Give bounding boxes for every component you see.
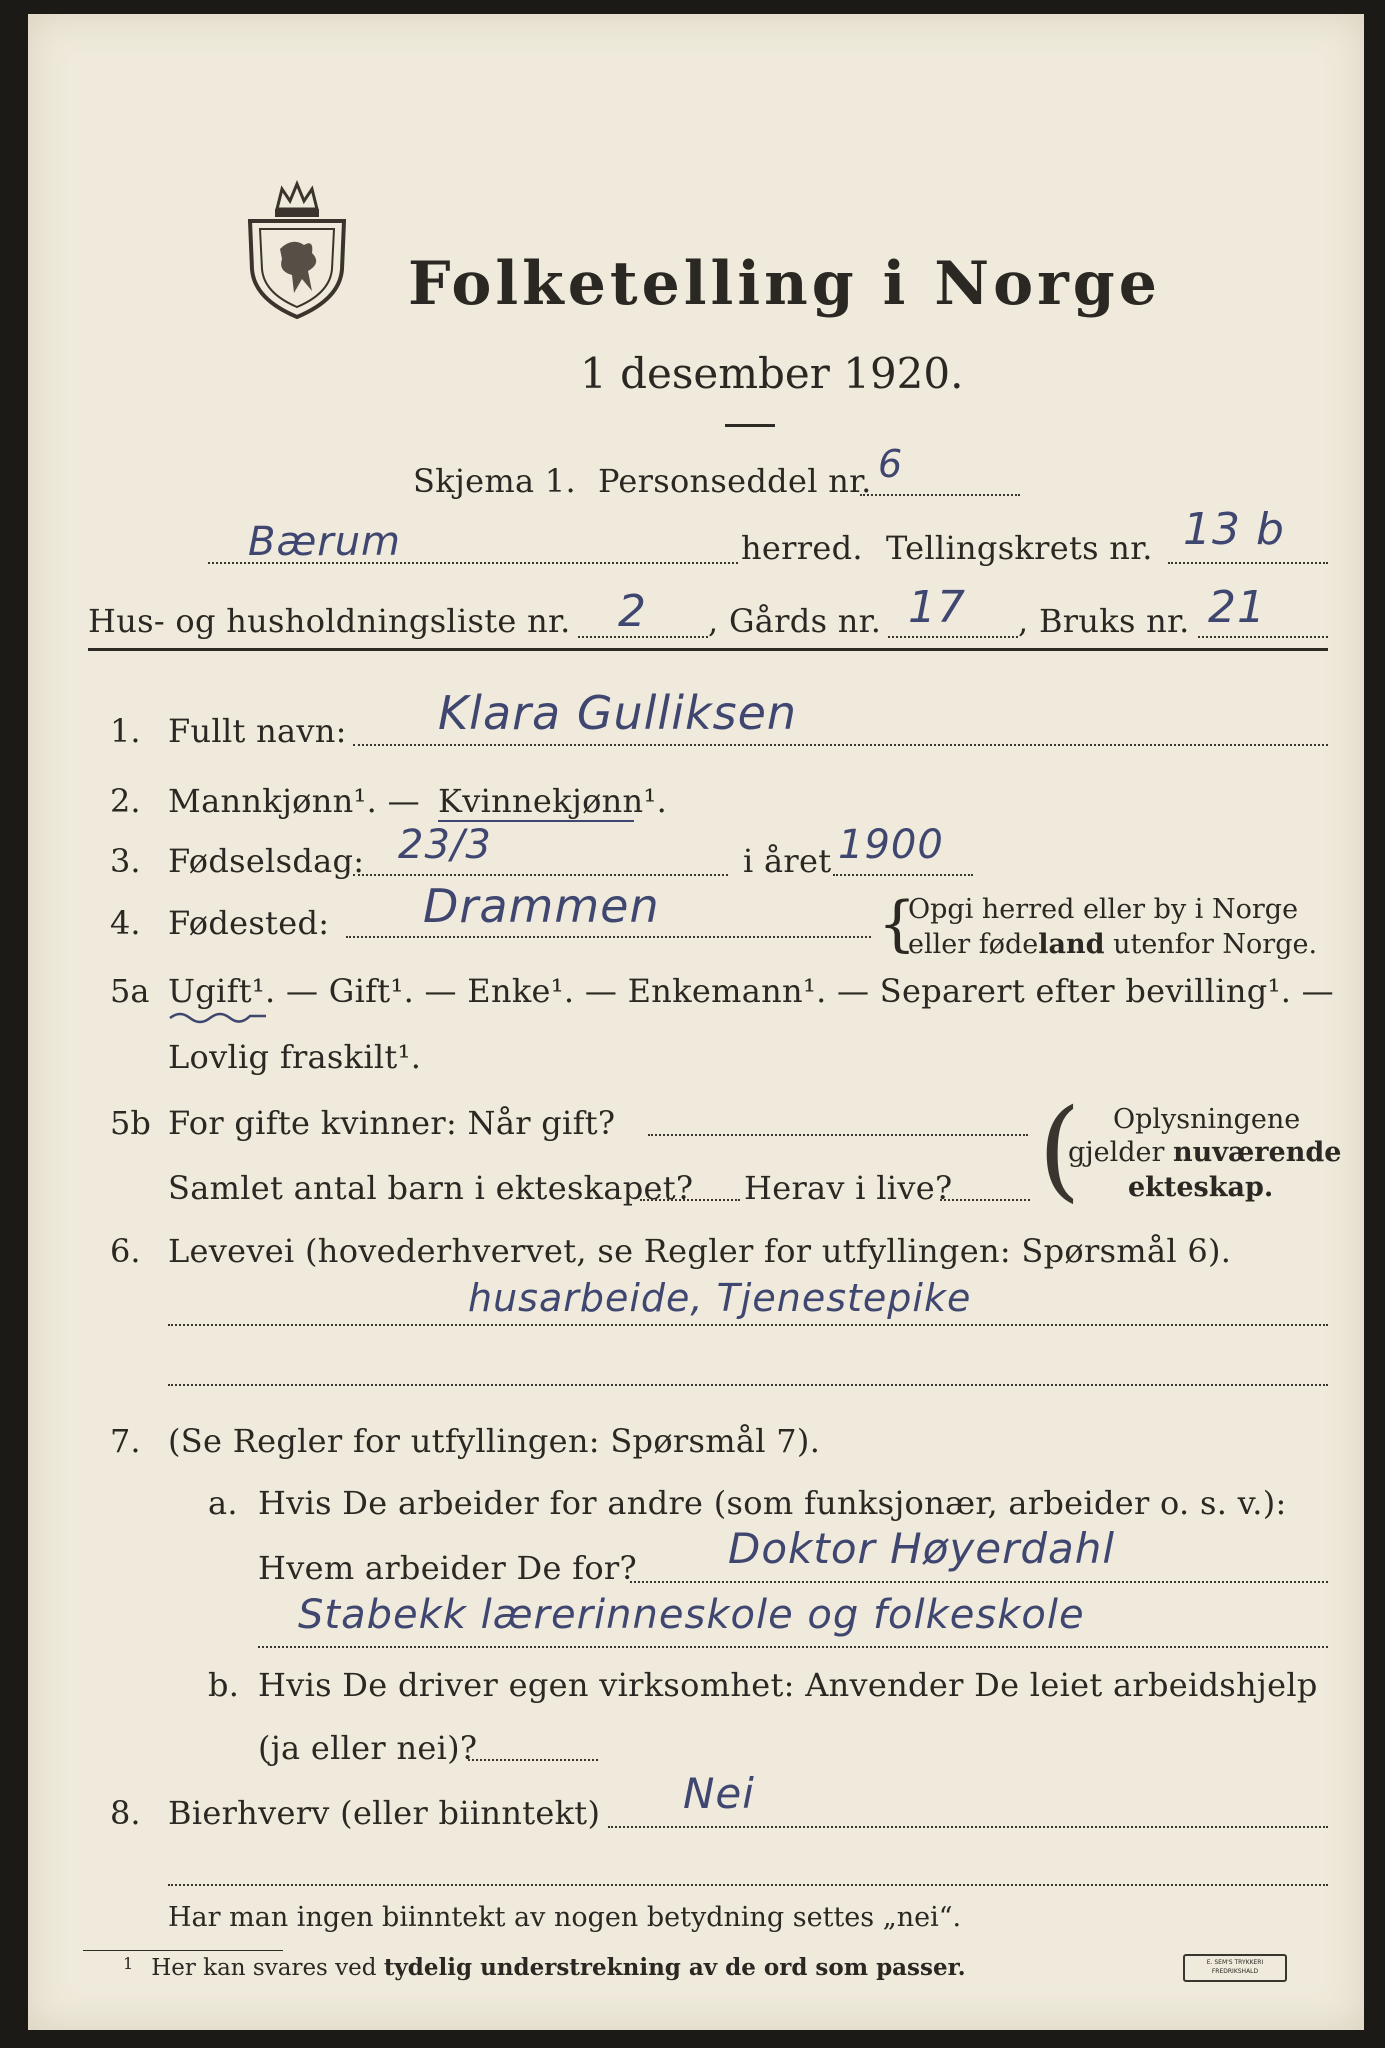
schema-label: Skjema 1.	[413, 462, 576, 500]
q4-label: Fødested:	[168, 904, 330, 942]
header-rule	[88, 648, 1328, 651]
q3-number: 3.	[110, 842, 141, 880]
q2-male: Mannkjønn¹. —	[168, 782, 420, 820]
q6-label: Levevei (hovederhvervet, se Regler for utfyllingen: Spørsmål 6).	[168, 1232, 1232, 1270]
gards-label: , Gårds nr.	[708, 602, 882, 640]
q5a-options	[168, 972, 1334, 1010]
q5a-number: 5a	[110, 972, 150, 1010]
footnote-text-a: Her kan svares ved	[151, 1955, 384, 1981]
footnote-mark: 1	[123, 1954, 134, 1973]
gards-line	[888, 636, 1018, 638]
personseddel-line	[860, 494, 1020, 496]
q5a-ugift: Ugift¹.	[168, 972, 276, 1010]
q4-value: Drammen	[423, 879, 660, 933]
printer-stamp	[1183, 1954, 1287, 1982]
q7a-line	[630, 1581, 1328, 1583]
q3-label: Fødselsdag:	[168, 842, 365, 880]
q4-note-line2	[908, 929, 1317, 960]
q4-number: 4.	[110, 904, 141, 942]
bruks-value: 21	[1208, 582, 1266, 633]
footnote-rule	[83, 1950, 283, 1951]
liste-label: Hus- og husholdningsliste nr.	[88, 602, 571, 640]
q6-value: husarbeide, Tjenestepike	[468, 1276, 972, 1320]
q5b-note2-b: nuværende	[1173, 1137, 1342, 1168]
q5b-ilive-label: Herav i live?	[744, 1169, 953, 1207]
coat-of-arms-icon	[242, 179, 352, 319]
q8-label: Bierhverv (eller biinntekt)	[168, 1794, 601, 1832]
q5b-ilive-line	[940, 1199, 1030, 1201]
census-form-page	[28, 14, 1364, 2030]
q6-line1	[168, 1324, 1328, 1326]
herred-label: herred.	[741, 529, 863, 567]
personseddel-label: Personseddel nr.	[598, 462, 872, 500]
q8-number: 8.	[110, 1794, 141, 1832]
tellingskrets-label: Tellingskrets nr.	[886, 529, 1153, 567]
q4-line	[346, 936, 871, 938]
personseddel-value: 6	[878, 442, 904, 486]
q7b-letter: b.	[208, 1666, 240, 1704]
q5a-line2: Lovlig fraskilt¹.	[168, 1038, 422, 1076]
q7a-letter: a.	[208, 1484, 238, 1522]
q3-value: 23/3	[398, 822, 492, 868]
q5b-barn-line	[640, 1199, 740, 1201]
q1-label: Fullt navn:	[168, 712, 347, 750]
q5b-barn-label: Samlet antal barn i ekteskapet?	[168, 1169, 694, 1207]
q8-value: Nei	[683, 1769, 755, 1818]
q7b-line2: (ja eller nei)?	[258, 1729, 478, 1767]
q7b-line	[468, 1759, 598, 1761]
q3-line	[353, 874, 728, 876]
q4-note-line2-b: land	[1038, 929, 1105, 960]
form-title: Folketelling i Norge	[408, 249, 1161, 319]
q7a-value1: Doktor Høyerdahl	[728, 1524, 1116, 1573]
census-date: 1 desember 1920.	[580, 349, 964, 398]
q4-note-line1: Opgi herred eller by i Norge	[908, 894, 1299, 925]
q7-number: 7.	[110, 1422, 141, 1460]
q5a-ugift-underline	[168, 1008, 268, 1024]
q6-line2	[168, 1384, 1328, 1386]
q2-female: Kvinnekjønn¹.	[438, 782, 668, 820]
q5b-note2	[1068, 1137, 1341, 1168]
q7b-line1: Hvis De driver egen virksomhet: Anvender De leiet arbeidshjelp	[258, 1666, 1318, 1704]
printer-stamp-text: E. SEM'S TRYKKERI FREDRIKSHALD	[1206, 1959, 1264, 1975]
q6-number: 6.	[110, 1232, 141, 1270]
q7a-line1: Hvis De arbeider for andre (som funksjonær, arbeider o. s. v.):	[258, 1484, 1287, 1522]
q1-number: 1.	[110, 712, 141, 750]
herred-value: Bærum	[248, 519, 402, 565]
q7-label: (Se Regler for utfyllingen: Spørsmål 7).	[168, 1422, 821, 1460]
q7a-line2: Hvem arbeider De for?	[258, 1549, 637, 1587]
q5b-number: 5b	[110, 1104, 151, 1142]
q3-year-line	[833, 874, 973, 876]
q5b-gift-line	[648, 1134, 1028, 1136]
footnote	[123, 1954, 966, 1981]
q1-line	[353, 744, 1328, 746]
q1-value: Klara Gulliksen	[438, 686, 798, 740]
q3-year-label: i året	[743, 842, 832, 880]
q4-brace: {	[878, 889, 917, 959]
bruks-line	[1198, 636, 1328, 638]
liste-value: 2	[618, 586, 647, 637]
footnote-text-b: tydelig understrekning av de ord som passer.	[383, 1954, 966, 1981]
q7a-value2: Stabekk lærerinneskole og folkeskole	[298, 1592, 1085, 1638]
q5b-note1: Oplysningene	[1113, 1104, 1301, 1135]
q5b-bracket: (	[1038, 1085, 1081, 1213]
q7a-line2-dots	[258, 1646, 1328, 1648]
herred-line	[208, 562, 738, 564]
q5a-rest: — Gift¹. — Enke¹. — Enkemann¹. — Separert efter bevilling¹. —	[275, 972, 1334, 1010]
q5b-note3: ekteskap.	[1128, 1172, 1274, 1203]
tellingskrets-value: 13 b	[1183, 504, 1285, 555]
q5b-line1: For gifte kvinner: Når gift?	[168, 1104, 616, 1142]
q8-line	[608, 1826, 1328, 1828]
tellingskrets-line	[1168, 562, 1328, 564]
bruks-label: , Bruks nr.	[1018, 602, 1190, 640]
q4-note-line2-a: eller føde	[908, 929, 1039, 960]
q4-note-line2-c: utenfor Norge.	[1104, 929, 1318, 960]
footer-note: Har man ingen biinntekt av nogen betydning settes „nei“.	[168, 1902, 962, 1933]
q8-line2	[168, 1884, 1328, 1886]
q5b-note2-a: gjelder	[1068, 1137, 1174, 1168]
title-divider	[725, 424, 775, 427]
gards-value: 17	[908, 582, 966, 633]
q3-year-value: 1900	[838, 822, 944, 868]
q2-number: 2.	[110, 782, 141, 820]
